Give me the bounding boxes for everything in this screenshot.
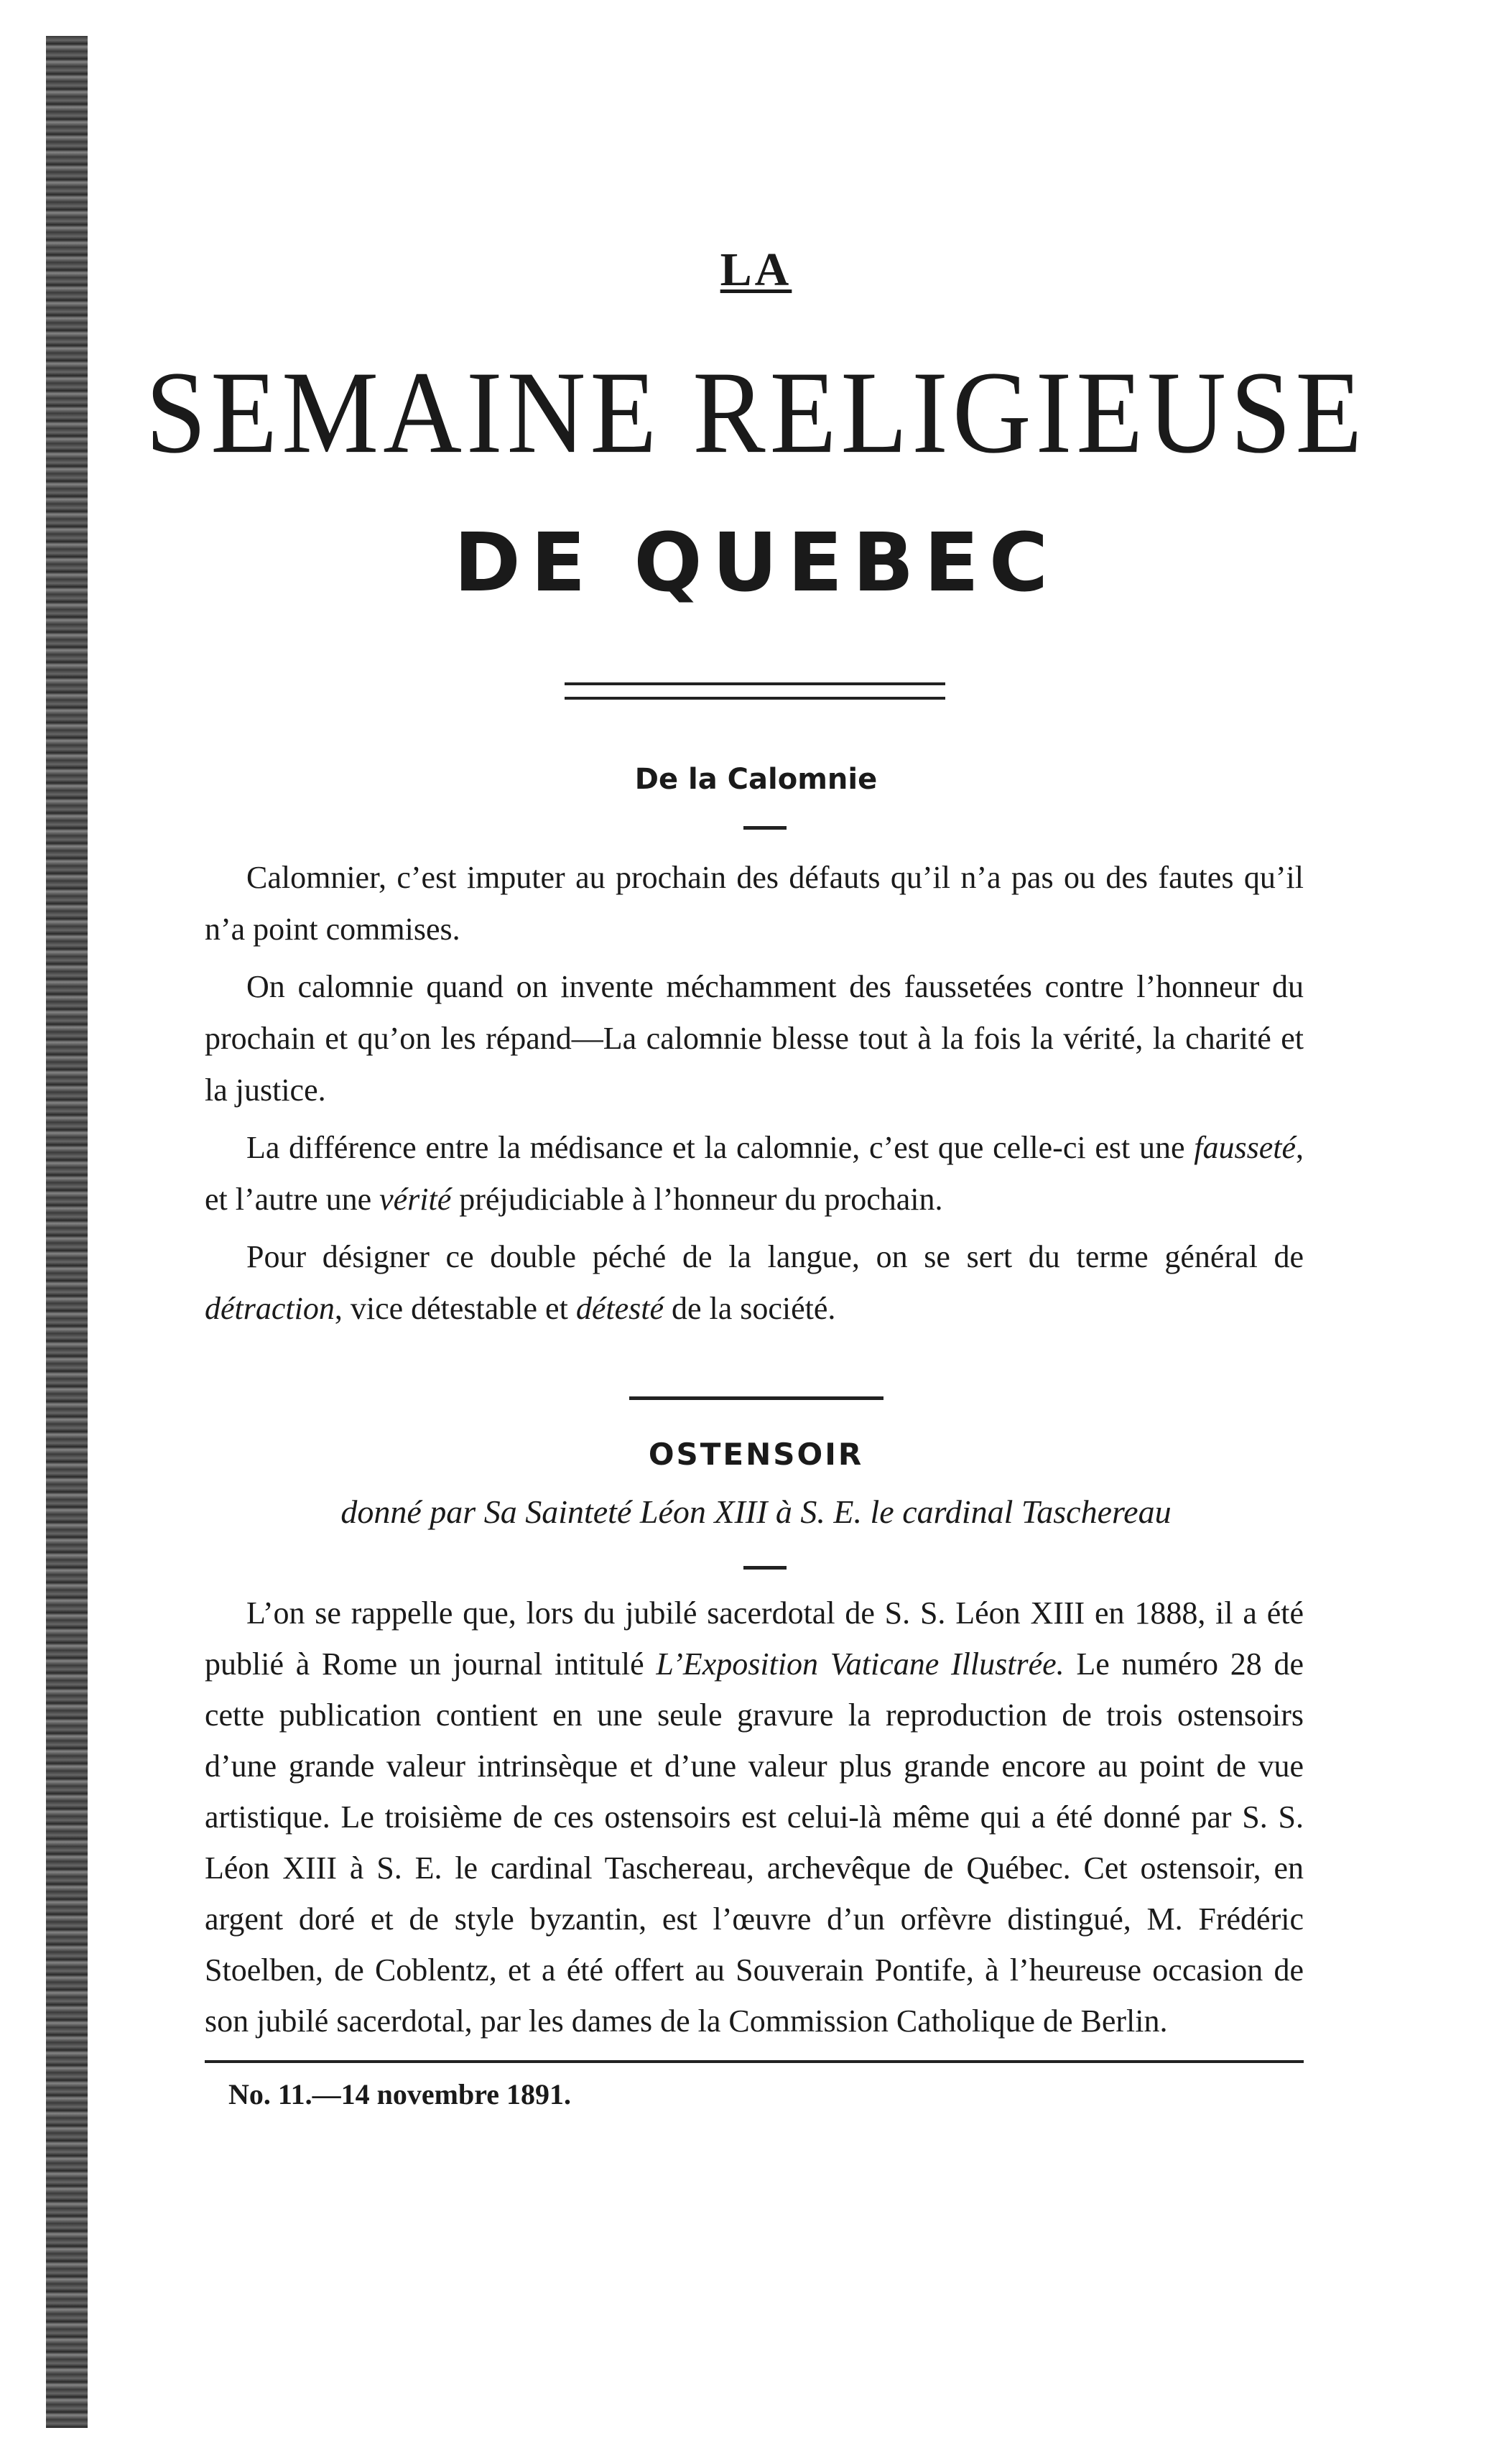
section-divider	[629, 1396, 883, 1400]
italic-term: vérité	[379, 1182, 452, 1217]
paragraph: Calomnier, c’est imputer au prochain des défauts qu’il n’a pas ou des fautes qu’il n’a point commises.	[205, 860, 1304, 947]
text-run: La différence entre la médisance et la calomnie, c’est que celle-ci est une	[246, 1130, 1195, 1165]
issue-footer: No. 11.—14 novembre 1891.	[228, 2078, 572, 2110]
heading-dash	[743, 1566, 787, 1570]
text-run: Pour désigner ce double péché de la langue, on se sert du terme général de	[246, 1239, 1304, 1274]
paragraph	[205, 1122, 1304, 1225]
section-subtitle: donné par Sa Sainteté Léon XIII à S. E. le cardinal Taschereau	[340, 1493, 1172, 1530]
text-run: Le numéro 28 de cette publication contient en une seule gravure la reproduction de trois ostensoirs d’une grande valeur intrinsèque et d’une valeur plus grande encore au point de vue artistique. Le troisième de ces ostensoirs est celui-là même qui a été donné par S. S. Léon XIII à S. E. le cardinal Taschereau, archevêque de Québec. Cet ostensoir, en argent doré et de style byzantin, est l’œuvre d’un orfèvre distingué, M. Frédéric Stoelben, de Coblentz, et a été offert au Souverain Pontife, à l’heureuse occasion de son jubilé sacerdotal, par les dames de la Commission Catholique de Berlin.	[205, 1646, 1304, 2039]
text-run: L’on se rappelle que, lors du jubilé sacerdotal de S. S. Léon XIII en 1888, il a été publié à Rome un journal intitulé	[205, 1595, 1304, 1682]
heading-dash	[743, 826, 787, 830]
section-heading-ostensoir: OSTENSOIR	[648, 1437, 864, 1472]
text-run: , et l’autre une	[205, 1130, 1304, 1217]
paragraph: On calomnie quand on invente méchamment des faussetées contre l’honneur du prochain et qu’on les répand—La calomnie blesse tout à la fois la vérité, la charité et la justice.	[205, 969, 1304, 1108]
italic-term: détesté	[575, 1291, 664, 1326]
masthead-subtitle: DE QUEBEC	[453, 516, 1059, 610]
article-calomnie	[205, 852, 1304, 1340]
section-heading-calomnie: De la Calomnie	[634, 763, 878, 796]
masthead-la: LA	[720, 244, 792, 296]
article-ostensoir	[205, 1588, 1304, 2052]
footer-rule	[205, 2060, 1304, 2063]
text-run: préjudiciable à l’honneur du prochain.	[451, 1182, 943, 1217]
text-run: de la société.	[663, 1291, 836, 1326]
italic-title: L’Exposition Vaticane Illustrée.	[656, 1646, 1065, 1682]
masthead-title: SEMAINE RELIGIEUSE	[145, 347, 1367, 478]
italic-term: fausseté	[1194, 1130, 1296, 1165]
italic-term: détraction	[205, 1291, 335, 1326]
paragraph	[205, 1231, 1304, 1335]
text-run: , vice détestable et	[334, 1291, 576, 1326]
paragraph	[205, 1588, 1304, 2047]
masthead-double-rule	[565, 682, 945, 700]
